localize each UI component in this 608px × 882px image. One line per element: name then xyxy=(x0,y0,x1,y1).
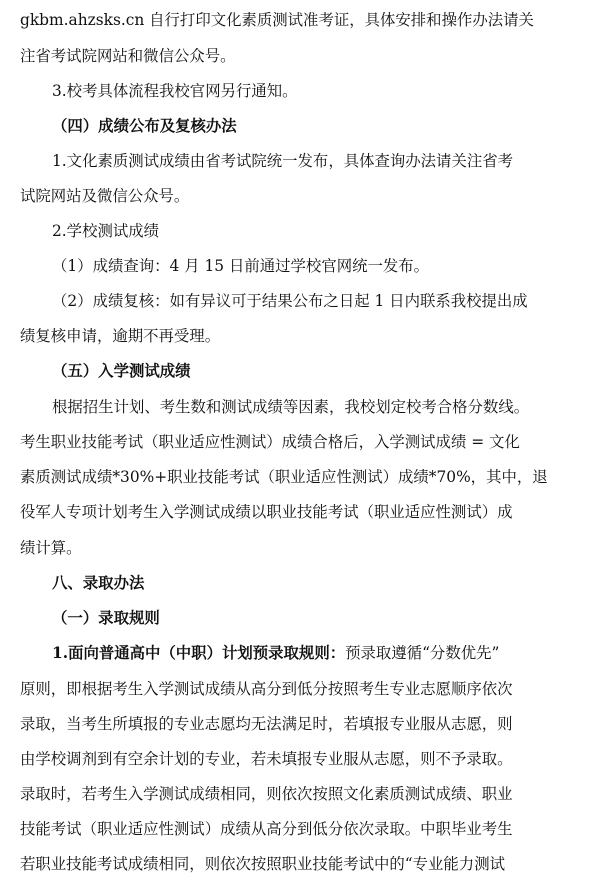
paragraph-line: 1.文化素质测试成绩由省考试院统一发布，具体查询办法请关注省考 xyxy=(52,152,514,170)
paragraph-line: 根据招生计划、考生数和测试成绩等因素，我校划定校考合格分数线。 xyxy=(52,398,530,416)
paragraph-line: 注省考试院网站和微信公众号。 xyxy=(20,47,236,65)
paragraph-line: 试院网站及微信公众号。 xyxy=(20,187,190,205)
paragraph-line: （2）成绩复核：如有异议可于结果公布之日起 1 日内联系我校提出成 xyxy=(52,292,528,310)
rule-text: 预录取遵循“分数优先” xyxy=(345,644,500,662)
paragraph-line: 若职业技能考试成绩相同，则依次按照职业技能考试中的“专业能力测试 xyxy=(20,855,505,873)
section-heading: （一）录取规则 xyxy=(52,609,160,627)
paragraph-line xyxy=(0,635,600,671)
rule-heading: 1.面向普通高中（中职）计划预录取规则： xyxy=(52,644,346,662)
paragraph-line: 由学校调剂到有空余计划的专业，若未填报专业服从志愿，则不予录取。 xyxy=(20,750,513,768)
paragraph-line: 原则，即根据考生入学测试成绩从高分到低分按照考生专业志愿顺序依次 xyxy=(20,680,513,698)
paragraph-line: 2.学校测试成绩 xyxy=(52,222,160,240)
paragraph-line: gkbm.ahzsks.cn 自行打印文化素质测试准考证，具体安排和操作办法请关 xyxy=(20,11,534,29)
paragraph-line: 役军人专项计划考生入学测试成绩以职业技能考试（职业适应性测试）成 xyxy=(20,503,513,521)
section-heading: （四）成绩公布及复核办法 xyxy=(52,117,237,135)
paragraph-line: （1）成绩查询：4 月 15 日前通过学校官网统一发布。 xyxy=(52,257,430,275)
section-heading: （五）入学测试成绩 xyxy=(52,362,191,380)
paragraph-line: 素质测试成绩*30%+职业技能考试（职业适应性测试）成绩*70%，其中，退 xyxy=(20,468,548,486)
paragraph-line: 3.校考具体流程我校官网另行通知。 xyxy=(52,82,298,100)
paragraph-line: 录取时，若考生入学测试成绩相同，则依次按照文化素质测试成绩、职业 xyxy=(20,785,513,803)
paragraph-line: 录取，当考生所填报的专业志愿均无法满足时，若填报专业服从志愿，则 xyxy=(20,715,513,733)
paragraph-line: 技能考试（职业适应性测试）成绩从高分到低分依次录取。中职毕业考生 xyxy=(20,820,513,838)
chapter-heading: 八、录取办法 xyxy=(52,574,145,592)
paragraph-line: 考生职业技能考试（职业适应性测试）成绩合格后，入学测试成绩 = 文化 xyxy=(20,433,520,451)
paragraph-line: 绩计算。 xyxy=(20,539,82,557)
paragraph-line: 绩复核申请，逾期不再受理。 xyxy=(20,327,221,345)
